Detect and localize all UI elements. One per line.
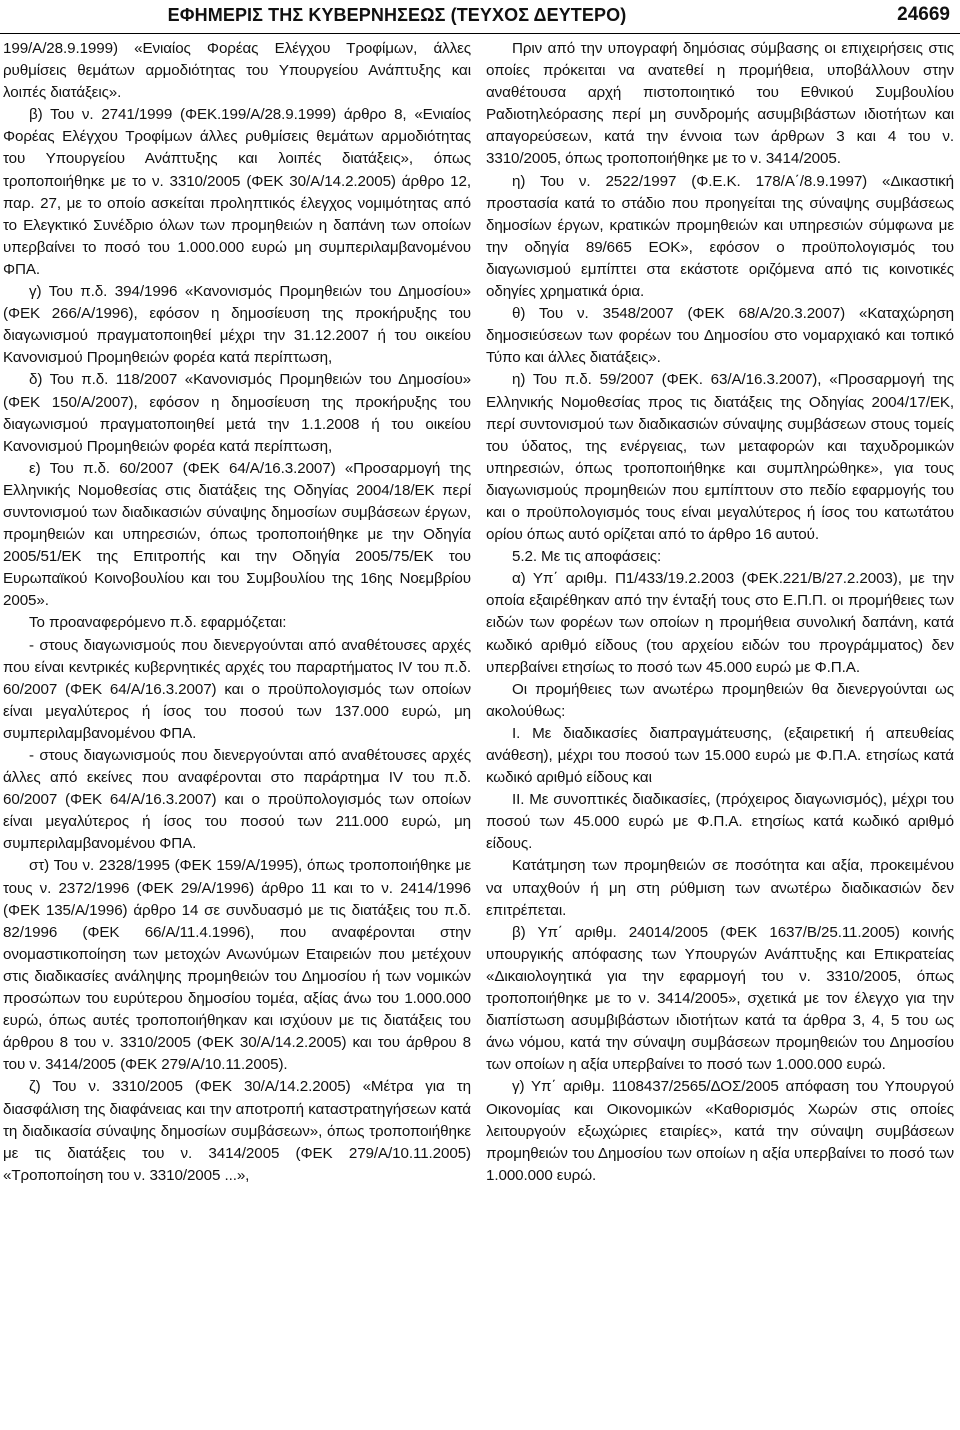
paragraph: Το προαναφερόμενο π.δ. εφαρμόζεται: [29,614,287,632]
page-number: 24669 [897,4,950,25]
paragraph: γ) Υπ΄ αριθμ. 1108437/2565/ΔΟΣ/2005 απόφαση του Υπουργού Οικονομίας και Οικονομικών «Καθορισμός Χωρών στις οποίες λειτουργούν εξωχώριες εταιρίες», κατά την σύναψη συμβάσεων προμηθειών του Δημοσίου των οποίων η αξία υπερβαίνει το ποσό των 1.000.000 ευρώ. [486,1078,954,1184]
paragraph: - στους διαγωνισμούς που διενεργούνται από αναθέτουσες αρχές άλλες από εκείνες που αναφέρονται στο παράρτημα IV του π.δ. 60/2007 (ΦΕΚ 64/Α/16.3.2007) και ο προϋπολογισμός των οποίων είναι μεγαλύτερος ή ίσος του ποσού των 211.000 ευρώ, μη συμπεριλαμβανομένου ΦΠΑ. [3,747,471,853]
paragraph: η) Του ν. 2522/1997 (Φ.Ε.Κ. 178/Α΄/8.9.1997) «Δικαστική προστασία κατά το στάδιο που προηγείται της σύναψης συμβάσεως δημοσίων έργων, κρατικών προμηθειών και υπηρεσιών σύμφωνα με την οδηγία 89/665 ΕΟΚ», εφόσον ο προϋπολογισμός του διαγωνισμού εμπίπτει στα εκάστοτε οριζόμενα από τις κοινοτικές οδηγίες χρηματικά όρια. [486,172,954,301]
paragraph: α) Υπ΄ αριθμ. Π1/433/19.2.2003 (ΦΕΚ.221/Β/27.2.2003), με την οποία εξαιρέθηκαν από την ένταξή τους στο Ε.Π.Π. οι προμήθειες των ειδών των φορέων των οποίων η προμήθεια συνολική δαπάνη, κατά κωδικό αριθμό είδους (του αρχείου ειδών του προγράμματος) δεν υπερβαίνει ετησίως το ποσό των 45.000 ευρώ με Φ.Π.Α. [486,570,954,676]
page-header [0,2,960,30]
header-rule [0,33,960,34]
paragraph: β) Υπ΄ αριθμ. 24014/2005 (ΦΕΚ 1637/Β/25.11.2005) κοινής υπουργικής απόφασης των Υπουργών Ανάπτυξης και Επικρατείας «Δικαιολογητικά για την εφαρμογή του ν. 3310/2005, όπως τροποποιήθηκε με το ν. 3414/2005», σχετικά με τον έλεγχο για την διαπίστωση ασυμβιβάστων ιδιοτήτων κατά τα άρθρα 3, 4, 5 του ως άνω νόμου, κατά την σύναψη συμβάσεων προμηθειών του Δημοσίου των οποίων η αξία υπερβαίνει το ποσό των 1.000.000 ευρώ. [486,923,954,1074]
paragraph: γ) Του π.δ. 394/1996 «Κανονισμός Προμηθειών του Δημοσίου» (ΦΕΚ 266/Α/1996), εφόσον η δημοσίευση της προκήρυξης του διαγωνισμού πραγματοποιηθεί μέχρι την 31.12.2007 ή του οικείου Κανονισμού Προμηθειών φορέα κατά περίπτωση, [3,283,471,367]
paragraph: δ) Του π.δ. 118/2007 «Κανονισμός Προμηθειών του Δημοσίου» (ΦΕΚ 150/Α/2007), εφόσον η δημοσίευση της προκήρυξης του διαγωνισμού πραγματοποιηθεί μετά την 1.1.2008 ή του οικείου Κανονισμού Προμηθειών φορέα κατά περίπτωση, [3,371,471,455]
paragraph: Κατάτμηση των προμηθειών σε ποσότητα και αξία, προκειμένου να υπαχθούν ή μη στη ρύθμιση των ανωτέρω διαδικασιών δεν επιτρέπεται. [486,857,954,919]
paragraph: 199/Α/28.9.1999) «Ενιαίος Φορέας Ελέγχου Τροφίμων, άλλες ρυθμίσεις θεμάτων αρμοδιότητας του Υπουργείου Ανάπτυξης και λοιπές διατάξεις». [3,40,471,102]
paragraph: β) Του ν. 2741/1999 (ΦΕΚ.199/Α/28.9.1999) άρθρο 8, «Ενιαίος Φορέας Ελέγχου Τροφίμων άλλες ρυθμίσεις θεμάτων αρμοδιότητας του Υπουργείου Ανάπτυξης και λοιπές διατάξεις», όπως τροποποιήθηκε με το ν. 3310/2005 (ΦΕΚ 30/Α/14.2.2005) άρθρο 12, παρ. 27, με το οποίο ασκείται προληπτικός έλεγχος νομιμότητας από το Ελεγκτικό Συνέδριο όλων των προμηθειών η δαπάνη των οποίων υπερβαίνει το ποσό του 1.000.000 ευρώ μη συμπεριλαμβανομένου ΦΠΑ. [3,106,471,278]
gazette-title: ΕΦΗΜΕΡΙΣ ΤΗΣ ΚΥΒΕΡΝΗΣΕΩΣ (ΤΕΥΧΟΣ ΔΕΥΤΕΡΟ) [167,5,627,25]
paragraph: Πριν από την υπογραφή δημόσιας σύμβασης οι επιχειρήσεις στις οποίες πρόκειται να ανατεθεί η προμήθεια, υποβάλλουν στην αναθέτουσα αρχή πιστοποιητικό του Εθνικού Συμβουλίου Ραδιοτηλεόρασης περί μη συνδρομής ασυμβιβάστων ιδιοτήτων και απαγορεύσεων, κατά την έννοια των άρθρων 3 και 4 του ν. 3310/2005, όπως τροποποιήθηκε με το ν. 3414/2005. [486,40,954,168]
paragraph: Οι προμήθειες των ανωτέρω προμηθειών θα διενεργούνται ως ακολούθως: [486,680,954,720]
right-column [486,38,954,1187]
paragraph: ε) Του π.δ. 60/2007 (ΦΕΚ 64/Α/16.3.2007) «Προσαρμογή της Ελληνικής Νομοθεσίας στις διατάξεις της Οδηγίας 2004/18/ΕΚ περί συντονισμού των διαδικασιών σύναψης δημοσίων συμβάσεων έργων, προμηθειών και υπηρεσιών, όπως τροποποιήθηκε με την Οδηγία 2005/51/ΕΚ της Επιτροπής και την Οδηγία 2005/75/ΕΚ του Ευρωπαϊκού Κοινοβουλίου και του Συμβουλίου της 16ης Νοεμβρίου 2005». [3,459,471,610]
paragraph: 5.2. Με τις αποφάσεις: [512,548,662,566]
paragraph: ΙΙ. Με συνοπτικές διαδικασίες, (πρόχειρος διαγωνισμός), μέχρι του ποσού των 45.000 ευρώ με Φ.Π.Α. ετησίως κατά κωδικό αριθμό είδους. [486,791,954,853]
left-column [3,38,471,1187]
paragraph: ζ) Του ν. 3310/2005 (ΦΕΚ 30/Α/14.2.2005) «Μέτρα για τη διασφάλιση της διαφάνειας και την αποτροπή καταστρατηγήσεων κατά τη διαδικασία σύναψης δημοσίων συμβάσεων», όπως τροποποιήθηκε με τις διατάξεις του ν. 3414/2005 (ΦΕΚ 279/Α/10.11.2005) «Τροποποίηση του ν. 3310/2005 ...», [3,1078,471,1184]
paragraph: - στους διαγωνισμούς που διενεργούνται από αναθέτουσες αρχές που είναι κεντρικές κυβερνητικές αρχές του παραρτήματος IV του π.δ. 60/2007 (ΦΕΚ 64/Α/16.3.2007) και ο προϋπολογισμός των οποίων είναι μεγαλύτερος ή ίσος του ποσού των 137.000 ευρώ, μη συμπεριλαμβανομένου ΦΠΑ. [3,636,471,742]
paragraph: θ) Του ν. 3548/2007 (ΦΕΚ 68/Α/20.3.2007) «Καταχώρηση δημοσιεύσεων των φορέων του Δημοσίου στο νομαρχιακό και τοπικό Τύπο και άλλες διατάξεις». [486,305,954,367]
paragraph: η) Του π.δ. 59/2007 (ΦΕΚ. 63/Α/16.3.2007), «Προσαρμογή της Ελληνικής Νομοθεσίας προς τις διατάξεις της Οδηγίας 2004/17/ΕΚ, περί συντονισμού των διαδικασιών σύναψης συμβάσεων στους τομείς του ύδατος, της ενέργειας, των μεταφορών και ταχυδρομικών υπηρεσιών, όπως τροποποιήθηκε και συμπληρώθηκε», για τους διαγωνισμούς προμηθειών που εμπίπτουν στο πεδίο εφαρμογής του και ο προϋπολογισμός τους είναι μεγαλύτερος ή ίσος του κατωτάτου ορίου όπως αυτό ορίζεται από το άρθρο 16 αυτού. [486,371,954,544]
paragraph: στ) Του ν. 2328/1995 (ΦΕΚ 159/Α/1995), όπως τροποποιήθηκε με τους ν. 2372/1996 (ΦΕΚ 29/Α/1996) άρθρο 11 και το ν. 2414/1996 (ΦΕΚ 135/Α/1996) άρθρο 14 σε συνδυασμό με τις διατάξεις του π.δ. 82/1996 (ΦΕΚ 66/Α/11.4.1996), που αναφέρονται στην ονομαστικοποίηση των μετοχών Ανωνύμων Εταιρειών που μετέχουν στις διαδικασίες ανάληψης προμηθειών του Δημοσίου ή των νομικών προσώπων του ευρύτερου δημοσίου τομέα, αξίας άνω του 1.000.000 ευρώ, όπως αυτές τροποποιήθηκαν και ισχύουν με τις διατάξεις του άρθρου 8 του ν. 3310/2005 (ΦΕΚ 30/Α/14.2.2005) και του άρθρου 8 του ν. 3414/2005 (ΦΕΚ 279/Α/10.11.2005). [3,857,471,1074]
paragraph: Ι. Με διαδικασίες διαπραγμάτευσης, (εξαιρετική ή απευθείας ανάθεση), μέχρι του ποσού των 15.000 ευρώ με Φ.Π.Α. ετησίως κατά κωδικό αριθμό είδους και [486,724,954,787]
